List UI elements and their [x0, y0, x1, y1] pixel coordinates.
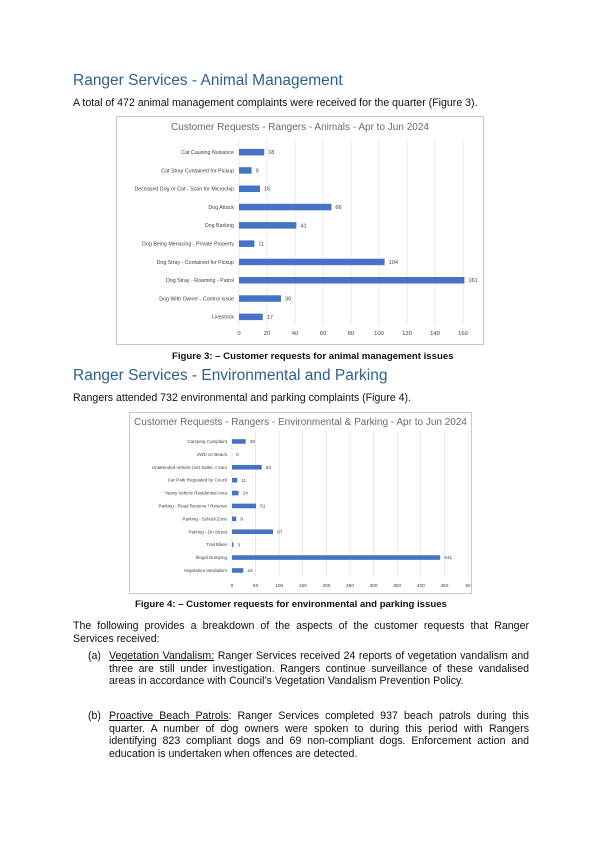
category-label: Dog Stray - Roaming - Patrol	[165, 278, 234, 285]
chart-animals-frame	[116, 116, 484, 345]
x-tick-label: 140	[430, 331, 440, 337]
list-item-a-text: Ranger Services received 24 reports of vegetation vandalism and three are still under investigation. Rangers continue surveillance of these vandalised areas in accordance with Council’s Vegetation Vandalism Prevention Policy.	[109, 650, 529, 688]
list-item-a-label: (a)	[88, 650, 101, 662]
data-label: 441	[444, 556, 453, 562]
category-label: Dog With Owner - Control Issue	[159, 296, 234, 303]
data-label: 9	[240, 517, 243, 523]
chart-title: Customer Requests - Rangers - Animals - Apr to Jun 2024	[171, 122, 429, 133]
chart-title: Customer Requests - Rangers - Environmental & Parking - Apr to Jun 2024	[134, 417, 467, 428]
x-tick-label: 50	[465, 584, 471, 589]
animal-management-intro: A total of 472 animal management complaints were received for the quarter (Figure 3).	[73, 97, 478, 109]
x-tick-label: 60	[319, 331, 327, 337]
bar	[232, 555, 440, 560]
x-tick-label: 0	[230, 584, 234, 589]
bar	[239, 149, 264, 156]
data-label: 66	[335, 205, 342, 212]
bar	[232, 568, 243, 573]
bar	[232, 529, 273, 534]
bar	[239, 204, 331, 211]
bar	[232, 517, 236, 522]
bar	[232, 439, 246, 444]
x-tick-label: 350	[393, 584, 402, 589]
data-label: 14	[242, 491, 248, 497]
bar	[239, 259, 385, 266]
bar	[232, 465, 262, 470]
figure-4-caption: Figure 4: – Customer requests for environmental and parking issues	[135, 599, 447, 610]
x-tick-label: 100	[275, 584, 284, 589]
bar	[239, 186, 260, 193]
list-item-beach-patrols	[109, 710, 529, 760]
category-label: 4WD on Beach	[196, 451, 227, 457]
category-label: Cat Causing Nuisance	[181, 150, 234, 157]
x-tick-label: 400	[416, 584, 425, 589]
x-tick-label: 450	[440, 584, 449, 589]
category-label: Livestock	[211, 314, 234, 321]
list-item-vegetation-vandalism	[109, 650, 529, 688]
category-label: Deceased Dog or Cat - Scan for Microchip	[134, 186, 234, 193]
x-tick-label: 20	[263, 331, 271, 337]
category-label: Unattended Vehicle (incl trailer, c'van)	[151, 464, 227, 470]
bar	[239, 277, 464, 284]
bar	[239, 240, 254, 247]
list-item-a-title: Vegetation Vandalism:	[109, 650, 215, 662]
category-label: Car Park Regulated by Coucil	[167, 477, 227, 483]
data-label: 24	[247, 569, 253, 575]
data-label: 18	[268, 150, 275, 157]
category-label: Camping Complaint	[187, 439, 227, 445]
x-tick-label: 80	[347, 331, 355, 337]
data-label: 15	[264, 186, 271, 193]
category-label: Dog Attack	[208, 204, 234, 211]
data-label: 161	[468, 278, 478, 285]
bar	[232, 504, 256, 509]
category-label: Cat Stray Contained for Pickup	[161, 168, 234, 175]
list-item-b-title: Proactive Beach Patrols	[109, 710, 229, 722]
bar	[239, 314, 263, 321]
chart-environmental-parking	[130, 413, 471, 593]
bar	[232, 542, 233, 547]
data-label: 0	[236, 453, 239, 459]
category-label: Parking - School Zone	[182, 516, 227, 522]
category-label: Parking - Road Reserve / Reserve	[158, 503, 227, 509]
x-tick-label: 300	[369, 584, 378, 589]
x-tick-label: 100	[374, 331, 384, 337]
figure-3-caption: Figure 3: – Customer requests for animal management issues	[172, 351, 454, 362]
data-label: 11	[258, 241, 265, 248]
data-label: 11	[241, 478, 247, 484]
chart-environmental-frame	[129, 412, 472, 594]
category-label: Vegetation Vandalism	[183, 568, 227, 574]
data-label: 41	[300, 223, 307, 230]
breakdown-intro: The following provides a breakdown of the aspects of the customer requests that Ranger Services received:	[73, 620, 529, 645]
x-tick-label: 160	[458, 331, 468, 337]
category-label: Dog Stray - Contained for Pickup	[156, 259, 234, 266]
category-label: Dog Barking	[204, 223, 234, 230]
data-label: 30	[285, 296, 292, 303]
bar	[239, 222, 296, 229]
section-heading-environmental-parking: Ranger Services - Environmental and Parking	[73, 367, 388, 384]
data-label: 3	[237, 543, 241, 549]
x-tick-label: 200	[322, 584, 331, 589]
data-label: 29	[249, 440, 256, 446]
data-label: 17	[266, 314, 274, 321]
section-heading-animal-management: Ranger Services - Animal Management	[73, 72, 343, 89]
category-label: Heavy Vehicle Residential Area	[164, 490, 227, 496]
x-tick-label: 40	[291, 331, 299, 337]
data-label: 63	[265, 465, 272, 471]
list-item-b-label: (b)	[88, 710, 101, 722]
data-label: 87	[277, 530, 283, 536]
category-label: Trail Bikes	[206, 542, 227, 548]
data-label: 51	[260, 504, 266, 510]
x-tick-label: 250	[345, 584, 355, 589]
bar	[239, 295, 281, 302]
list-item-b-text: : Ranger Services completed 937 beach patrols during this quarter. A number of dog owners were spoken to during this period with Rangers identifying 823 compliant dogs and 69 non-compliant dogs. Enforcement action and education is undertaken when offences are detected.	[109, 710, 529, 760]
x-tick-label: 50	[252, 584, 259, 589]
category-label: Parking - On Street	[188, 529, 227, 535]
data-label: 104	[388, 259, 398, 266]
bar	[239, 167, 252, 174]
chart-animals	[117, 117, 483, 344]
x-tick-label: 150	[298, 584, 307, 589]
x-tick-label: 0	[237, 331, 241, 337]
category-label: Dog Being Menacing - Private Property	[142, 241, 234, 248]
environmental-parking-intro: Rangers attended 732 environmental and parking complaints (Figure 4).	[73, 392, 412, 404]
x-tick-label: 120	[402, 331, 412, 337]
data-label: 9	[255, 168, 259, 175]
bar	[232, 491, 239, 496]
category-label: Illegal Dumping	[195, 555, 227, 561]
bar	[232, 478, 237, 483]
